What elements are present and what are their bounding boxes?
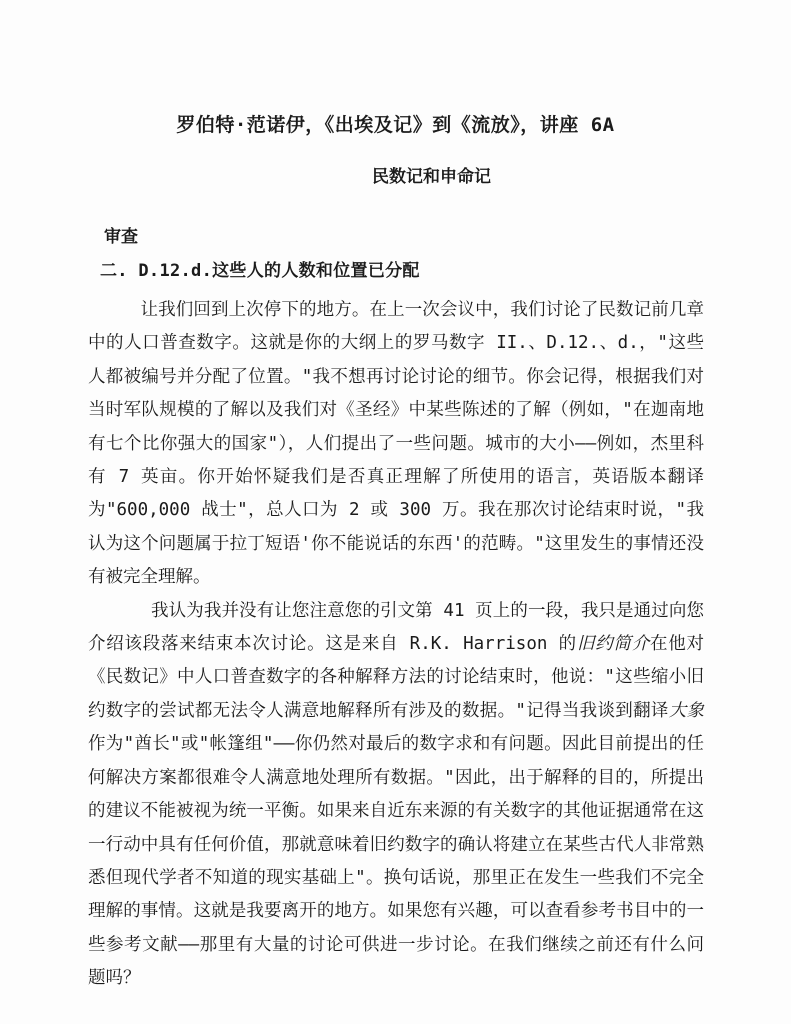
review-heading: 审查	[104, 227, 138, 247]
italic-book-title: 旧约简介	[576, 634, 650, 655]
text-run: 在他对《民数记》中人口普查数字的各种解释方法的讨论结束时，他说："这些缩小旧约数字的尝试都无法令人满意地解释所有涉及的数据。"记得当我谈到翻译	[88, 634, 704, 721]
text-run: 让我们回到上次停下的地方。在上一次会议中，我们讨论了民数记前几章中的人口普查数字。这就是你的大纲上的罗马数字 II.、D.12.、d.，"这些人都被编号并分配了位置。"我不想再讨论讨论的细节。你会记得，根据我们对当时军队规模的了解以及我们对《圣经》中某些陈述的了解（例如，"在迦南地有七个比你强大的国家"），人们提出了一些问题。城市的大小——例如，杰里科有 7 英亩。你开始怀疑我们是否真正理解了所使用的语言，英语版本翻译为"600,000 战士"，总人口为 2 或 300 万。我在那次讨论结束时说，"我认为这个问题属于拉丁短语'你不能说话的东西'的范畴。"这里发生的事情还没有被完全理解。	[88, 300, 704, 588]
paragraph	[88, 294, 704, 595]
italic-book-title: 大象	[668, 700, 704, 721]
body-text	[88, 294, 704, 996]
text-run: 我认为我并没有让您注意您的引文第 41 页上的一段，我只是通过向您介绍该段落来结束本次讨论。这是来自 R.K. Harrison 的	[88, 600, 704, 655]
text-run: 作为"酋长"或"帐篷组"——你仍然对最后的数字求和有问题。因此目前提出的任何解决方案都很难令人满意地处理所有数据。"因此，出于解释的目的，所提出的建议不能被视为统一平衡。如果来自近东来源的有关数字的其他证据通常在这一行动中具有任何价值，那就意味着旧约数字的确认将建立在某些古代人非常熟悉但现代学者不知道的现实基础上"。换句话说，那里正在发生一些我们不完全理解的事情。这就是我要离开的地方。如果您有兴趣，可以查看参考书目中的一些参考文献——那里有大量的讨论可供进一步讨论。在我们继续之前还有什么问题吗？	[88, 734, 704, 989]
paragraph	[88, 595, 704, 996]
document-subtitle: 民数记和申命记	[372, 167, 491, 187]
document-title: 罗伯特·范诺伊，《出埃及记》到《流放》，讲座 6A	[176, 114, 615, 136]
outline-item: 二. D.12.d.这些人的人数和位置已分配	[100, 261, 420, 281]
